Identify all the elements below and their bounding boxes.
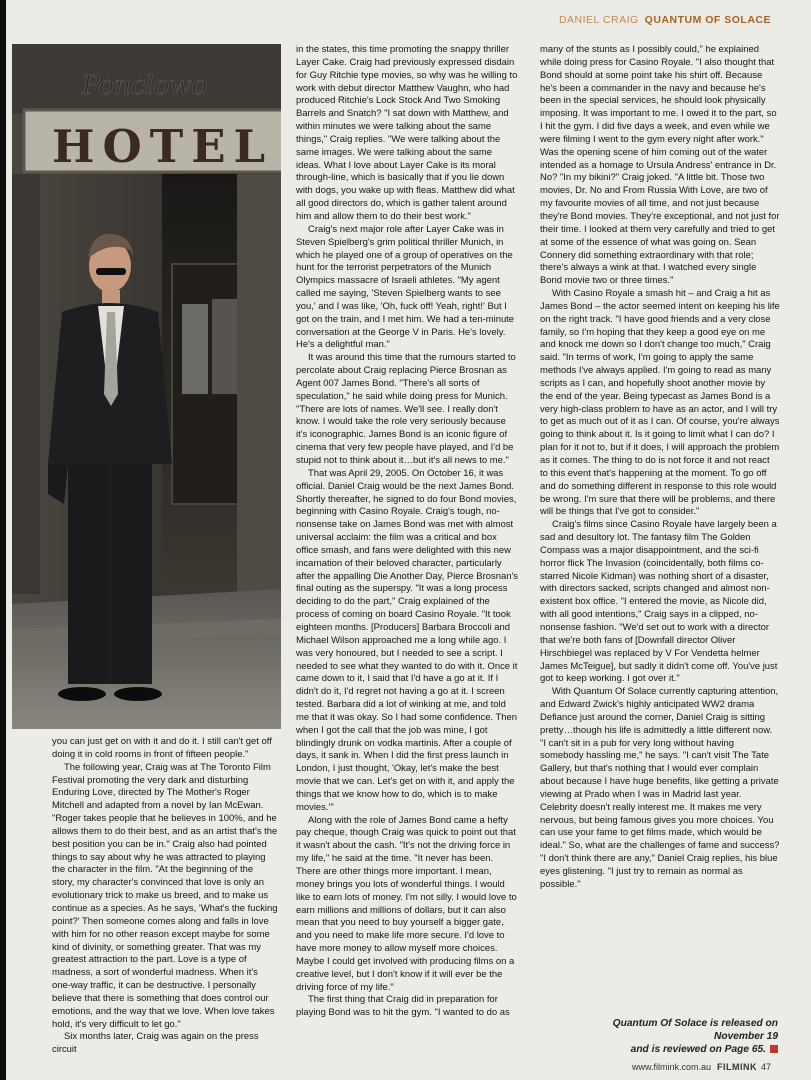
- paragraph: The following year, Craig was at The Toronto Film Festival promoting the very dark and disturbing Enduring Love, directed by The Mother's Roger Mitchell and adapted from a novel by Ian McEwan. "Roger takes people that he believes in 100%, and he allows them to do their best, and as an artist that's the best position you can be in." Craig also had pointed things to say about why he was attracted to playing the character in the film. "At the beginning of the story, my character's convinced that love is only an evolutionary trick to make us breed, and to make us continue as a species. As he says, 'What's the fucking point?' Then someone comes along and falls in love with him for no other reason except maybe for some kind of divinity, or something greater. That was my greatest attraction to the part. Love is a type of madness, a sort of wonderful madness. When it's one-way traffic, it can be destructive. I personally believe that there is something that does control our emotions, and the way that we love. When love takes hold, it's very difficult to let go.": [52, 761, 278, 1030]
- footer-brand: FILMINK: [716, 1062, 757, 1072]
- paragraph: It was around this time that the rumours started to percolate about Craig replacing Pierce Brosnan as Agent 007 James Bond. "There's all sorts of speculation," he said while doing press for Munich. "There are lots of names. We'll see. I really don't know. I would take the role very seriously because it's iconographic. James Bond is an iconic figure of cinema that very few people have played, and I'd be stupid not to think about it…but it's all news to me.": [296, 352, 516, 466]
- page-footer: [632, 1062, 771, 1072]
- paragraph: Six months later, Craig was again on the press circuit: [52, 1031, 259, 1056]
- header-title: QUANTUM OF SOLACE: [644, 14, 771, 26]
- magazine-page: [6, 0, 811, 1080]
- photo-illustration: [12, 44, 281, 729]
- paragraph: With Casino Royale a smash hit – and Craig a hit as James Bond – the actor seemed intent on keeping his life on the right track. "I have good friends and a very close family, so I'm hoping that they keep a good eye on me and knock me down so I don't change too much," Craig said. "In terms of work, I'm going to apply the same methods I've always applied. I'm going to read as many scripts as I can, and hopefully shoot another movie by the end of the year. Being typecast as James Bond is a very high-class problem to have as an actor, and I will try to get as much out of it as I can. Of course, you're always going to think about it. Is it going to limit what I can do? I plan for it not to, but if it does, I will approach the problem as it comes. The thing to do is not force it and not react to this event that's happening at the moment. To go off and do something different in response to this role would be wrong. I'm sure that there will be problems, and there will be things that I've got to consider.": [540, 288, 780, 518]
- article-column-1: [52, 736, 278, 1057]
- review-line: [566, 1043, 778, 1056]
- hotel-sign-text: HOTEL: [52, 120, 274, 173]
- release-line: Quantum Of Solace is released on November 19: [612, 1018, 778, 1042]
- page-number: 47: [760, 1062, 771, 1072]
- paragraph: Craig's films since Casino Royale have largely been a sad and desultory lot. The fantasy film The Golden Compass was a major disappointment, and the sci-fi horror flick The Invasion (coincidentally, both films co-starred Nicole Kidman) was nothing short of a disaster, with directors sacked, scripts changed and almost non-existent box office. "I entered the movie, as Nicole did, with all good intentions," Craig says in a clipped, no-nonsense fashion. "We'd set out to work with a director that we're both fans of [Downfall director Oliver Hirschbiegel was replaced by V For Vendetta helmer James McTeigue], but sadly it didn't come off. You've just got to keep working. I got over it.": [540, 519, 778, 685]
- paragraph: Along with the role of James Bond came a hefty pay cheque, though Craig was quick to point out that it wasn't about the cash. "It's not the driving force in my life," he said at the time. "It never has been. There are other things more important. I mean, money brings you lots of wonderful things. I would like to earn lots of money. I'm not silly. I would love to earn millions and millions of dollars, but it can also mean that you need to buy yourself a bigger gate, and you need to make life more secure. I'd love to have more money to allow myself more choices. Maybe I could get involved with producing films on a creative level, but I don't know if it will ever be the driving force of my life.": [296, 814, 517, 993]
- article-column-2: [296, 44, 518, 1020]
- neon-sign-text: Ponclowo: [82, 71, 208, 101]
- review-line-text: and is reviewed on Page 65.: [630, 1044, 766, 1055]
- paragraph: in the states, this time promoting the snappy thriller Layer Cake. Craig had previously expressed disdain for Guy Ritchie type movies, so why was he willing to work with debut director Matthew Vaughn, who had produced Ritchie's Lock Stock And Two Smoking Barrels and Snatch? "I sat down with Matthew, and within minutes we were talking about the same things," Craig replies. "We were talking about the same images. We were talking about the same ideas. What I love about Layer Cake is its moral through-line, which is basically that if you lie down with dogs, you wake up with fleas. Matthew did what all good directors do, which is gather talent around him and allow them to do their best work.": [296, 44, 518, 222]
- footer-url: www.filmink.com.au: [631, 1062, 711, 1072]
- article-column-3: [540, 44, 780, 892]
- release-note: [566, 1017, 778, 1056]
- paragraph: Craig's next major role after Layer Cake was in Steven Spielberg's grim political thriller Munich, in which he played one of a group of operatives on the hunt for the terrorist perpetrators of the Munich Olympics massacre of Israeli athletes. "My agent called me saying, 'Steven Spielberg wants to see you,' and I was like, 'Oh, fuck off! Yeah, right!' But I got on the train, and I met him. We had a ten-minute conversation at the George V in Paris. He's lovely. He's a delightful man.": [296, 223, 515, 351]
- paragraph: With Quantum Of Solace currently capturing attention, and Edward Zwick's highly anticipated WW2 drama Defiance just around the corner, Daniel Craig is sitting pretty…though his life is admittedly a little different now. "I can't sit in a pub for very long without having somebody hassling me," he says. "I can't visit The Tate Gallery, but that's nothing that I would ever complain about because I have huge benefits, like getting a private viewing at Prado when I was in Madrid last year. Celebrity doesn't really interest me. It makes me very nervous, but being famous gives you more choices. You can use your fame to get films made, which would be ideal." So, what are the challenges of fame and success? "I don't think there are any," Daniel Craig replies, his blue eyes glistening. "I just try to remain as normal as possible.": [540, 686, 780, 890]
- paragraph: That was April 29, 2005. On October 16, it was official. Daniel Craig would be the next James Bond. Shortly thereafter, he signed to do four Bond movies, beginning with Casino Royale. Craig's tough, no-nonsense take on James Bond was met with almost universal acclaim: the film was a critical and box office smash, and fans were delighted with this new incarnation of their beloved character, particularly after the appalling Die Another Day, Pierce Brosnan's final outing as the superspy. "It was a long process deciding to do the part," Craig explained of the process of coming on board Casino Royale. "It took eighteen months. [Producers] Barbara Broccoli and Michael Wilson approached me a long while ago. I was very honoured, but I needed to see a script. I needed to see what they wanted to do with it. Once it came down to it, I said that I'd have a go at it. If I didn't do it, I'd regret not having a go at it. I screen tested. Barbara did a lot of winking at me, and told me that it was okay. So I had some confidence. Then when I got the call that the job was mine, I got blindingly drunk on vodka martinis. After a couple of days, it sank in. When I did the first press launch in London, I just thought, 'Okay, let's make the best movie that we can. Let's get on with it, and apply the things that we know how to do, which is to make movies.'": [296, 467, 518, 813]
- paragraph: you can just get on with it and do it. I still can't get off doing it in cold rooms in front of fifteen people.": [52, 736, 272, 760]
- paragraph: many of the stunts as I possibly could," he explained while doing press for Casino Royale. "I also thought that Bond should at some point take his shirt off. Because he's been a commander in the navy and because he's been in the special services, he should look physically imposing. It was important to me. I owed it to the part, so I hit the gym. I did five days a week, and even while we were filming I went to the gym every night after work." Was the opening scene of him coming out of the water intended as a homage to Ursula Andress' entrance in Dr. No? "In my bikini?" Craig joked. "A little bit. Those two movies, Dr. No and From Russia With Love, are two of my favourite movies of all time, and not just because they're Bond movies. They're exceptional, and not just for their time. I looked at them very carefully and tried to get at some of the essence of what was going on. Sean Connery did something extraordinary with that role; there's always a wink at that. I watched every single Bond movie two or three times.": [540, 44, 780, 287]
- photo-daniel-craig: [12, 44, 281, 729]
- header-name: DANIEL CRAIG: [558, 14, 639, 26]
- end-mark-icon: [770, 1045, 778, 1053]
- paragraph: The first thing that Craig did in preparation for playing Bond was to hit the gym. "I wanted to do as: [296, 994, 510, 1019]
- running-header: [559, 14, 771, 26]
